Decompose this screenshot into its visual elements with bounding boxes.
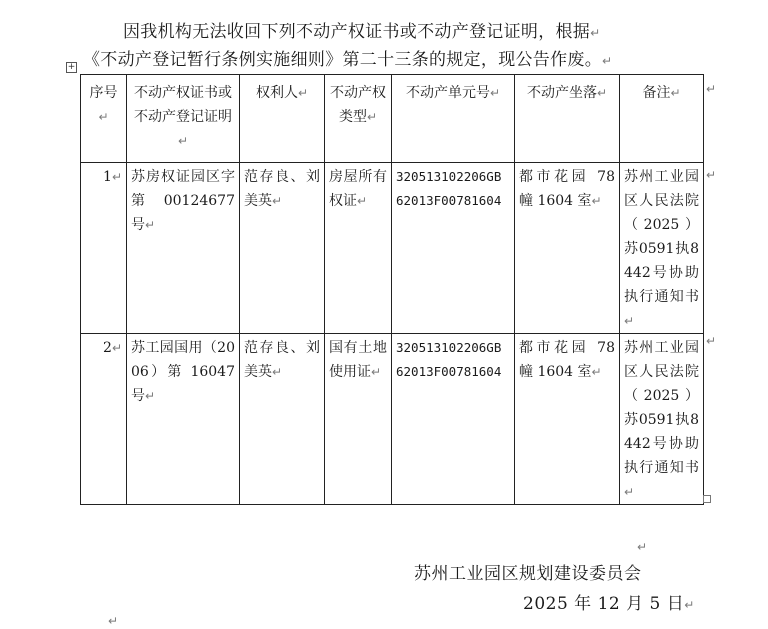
- paragraph-mark: ↵: [602, 54, 613, 68]
- table-header-row: [81, 75, 704, 163]
- intro-line-1: [123, 21, 600, 44]
- issuer-name: 苏州工业园区规划建设委员会: [414, 564, 642, 584]
- row-end-mark: ↵: [706, 82, 717, 96]
- cancellation-table: [80, 74, 704, 505]
- cell-type[interactable]: 房屋所有权证↵: [325, 163, 392, 334]
- cell-owner[interactable]: 范存良、刘美英↵: [240, 334, 325, 505]
- header-note[interactable]: 备注↵: [620, 75, 704, 163]
- cell-cert[interactable]: 苏工园国用（2006）第 16047 号↵: [127, 334, 240, 505]
- header-location[interactable]: 不动产坐落↵: [515, 75, 620, 163]
- intro-line-2: [83, 49, 612, 72]
- cell-owner[interactable]: 范存良、刘美英↵: [240, 163, 325, 334]
- cell-location[interactable]: 都市花园 78 幢 1604 室↵: [515, 334, 620, 505]
- table-row: [81, 334, 704, 505]
- table-resize-handle[interactable]: [703, 495, 711, 503]
- cell-unit[interactable]: 320513102206GB 62013F00781604: [392, 334, 515, 505]
- cell-location[interactable]: 都市花园 78 幢 1604 室↵: [515, 163, 620, 334]
- header-seq[interactable]: 序号↵: [81, 75, 127, 163]
- cell-seq[interactable]: 1↵: [81, 163, 127, 334]
- issue-date: 2025 年 12 月 5 日↵: [523, 594, 695, 614]
- table-move-handle-icon[interactable]: +: [67, 62, 76, 72]
- cell-seq[interactable]: 2↵: [81, 334, 127, 505]
- paragraph-mark: ↵: [108, 614, 119, 628]
- row-end-mark: ↵: [706, 168, 717, 182]
- header-type[interactable]: 不动产权类型↵: [325, 75, 392, 163]
- paragraph-mark: ↵: [637, 540, 648, 554]
- row-end-mark: ↵: [706, 334, 717, 348]
- cell-type[interactable]: 国有土地使用证↵: [325, 334, 392, 505]
- header-cert[interactable]: 不动产权证书或不动产登记证明↵: [127, 75, 240, 163]
- paragraph-mark: ↵: [590, 26, 601, 40]
- cell-note[interactable]: 苏州工业园区人民法院（2025）苏0591执8442号协助执行通知书↵: [620, 163, 704, 334]
- cell-note[interactable]: 苏州工业园区人民法院（2025）苏0591执8442号协助执行通知书↵: [620, 334, 704, 505]
- header-unit[interactable]: 不动产单元号↵: [392, 75, 515, 163]
- table-row: [81, 163, 704, 334]
- intro-text-2: 《不动产登记暂行条例实施细则》第二十三条的规定，现公告作废。: [83, 50, 602, 70]
- cell-unit[interactable]: 320513102206GB 62013F00781604: [392, 163, 515, 334]
- header-owner[interactable]: 权利人↵: [240, 75, 325, 163]
- intro-text-1: 因我机构无法收回下列不动产权证书或不动产登记证明，根据: [123, 22, 591, 42]
- cell-cert[interactable]: 苏房权证园区字第 00124677 号↵: [127, 163, 240, 334]
